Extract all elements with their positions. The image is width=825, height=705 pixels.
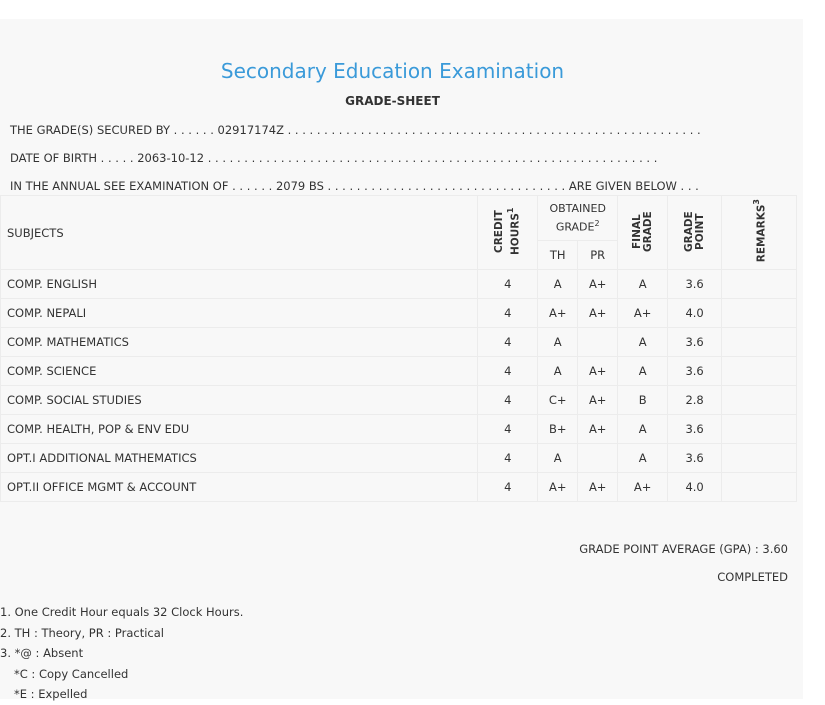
table-row bbox=[1, 270, 797, 299]
page-subtitle: GRADE-SHEET bbox=[345, 94, 440, 108]
dob-line: DATE OF BIRTH . . . . . 2063-10-12 . . . . . . . . . . . . . . . . . . . . . . . . . . . . . . . . . . . . . . . . . . . . . . . . . . . . . . . . . . . . . . bbox=[10, 151, 658, 165]
final-grade-cell: A bbox=[618, 357, 668, 386]
credit-hours-cell: 4 bbox=[478, 270, 538, 299]
subject-cell: COMP. MATHEMATICS bbox=[1, 328, 478, 357]
theory-grade-cell: A+ bbox=[538, 473, 578, 502]
pr-header: PR bbox=[578, 241, 618, 270]
practical-grade-cell bbox=[578, 328, 618, 357]
practical-grade-cell: A+ bbox=[578, 415, 618, 444]
symbol-number: 02917174Z bbox=[217, 123, 284, 137]
table-row bbox=[1, 386, 797, 415]
gpa-value: GRADE POINT AVERAGE (GPA) : 3.60 bbox=[579, 542, 788, 556]
credit-hours-cell: 4 bbox=[478, 299, 538, 328]
practical-grade-cell bbox=[578, 444, 618, 473]
final-grade-header: FINAL GRADE bbox=[618, 196, 668, 270]
theory-grade-cell: B+ bbox=[538, 415, 578, 444]
page-title: Secondary Education Examination bbox=[220, 59, 565, 83]
secured-by-label: THE GRADE(S) SECURED BY bbox=[10, 123, 171, 137]
subject-cell: OPT.I ADDITIONAL MATHEMATICS bbox=[1, 444, 478, 473]
table-row bbox=[1, 473, 797, 502]
theory-grade-cell: A bbox=[538, 270, 578, 299]
th-header: TH bbox=[538, 241, 578, 270]
grade-point-cell: 4.0 bbox=[668, 299, 722, 328]
remarks-cell bbox=[722, 357, 797, 386]
theory-grade-cell: A+ bbox=[538, 299, 578, 328]
footnote: *C : Copy Cancelled bbox=[14, 666, 129, 681]
practical-grade-cell: A+ bbox=[578, 357, 618, 386]
grades-table bbox=[0, 195, 797, 502]
secured-by-line: THE GRADE(S) SECURED BY . . . . . . 02917174Z . . . . . . . . . . . . . . . . . . . . . . . . . . . . . . . . . . . . . . . . . . . . . . . . . . . . . . . . . bbox=[10, 123, 701, 137]
practical-grade-cell: A+ bbox=[578, 473, 618, 502]
subject-cell: COMP. SOCIAL STUDIES bbox=[1, 386, 478, 415]
final-grade-cell: A bbox=[618, 328, 668, 357]
exam-line: IN THE ANNUAL SEE EXAMINATION OF . . . . . . 2079 BS . . . . . . . . . . . . . . . . . . . . . . . . . . . . . . . . . ARE GIVEN BELOW . . . bbox=[10, 179, 699, 193]
credit-hours-header: CREDIT HOURS$^1$ bbox=[478, 196, 538, 270]
subject-cell: COMP. SCIENCE bbox=[1, 357, 478, 386]
footnotes bbox=[0, 602, 243, 705]
grade-point-cell: 3.6 bbox=[668, 270, 722, 299]
dob-label: DATE OF BIRTH bbox=[10, 151, 98, 165]
grade-point-cell: 3.6 bbox=[668, 415, 722, 444]
exam-year: 2079 BS bbox=[275, 179, 324, 193]
subject-cell: COMP. NEPALI bbox=[1, 299, 478, 328]
practical-grade-cell: A+ bbox=[578, 386, 618, 415]
final-grade-cell: A+ bbox=[618, 473, 668, 502]
table-row bbox=[1, 415, 797, 444]
theory-grade-cell: A bbox=[538, 328, 578, 357]
final-grade-cell: A+ bbox=[618, 299, 668, 328]
subjects-header: SUBJECTS bbox=[1, 196, 478, 270]
obtained-grade-header: OBTAINED GRADE$^2$ bbox=[538, 196, 618, 241]
final-grade-cell: A bbox=[618, 444, 668, 473]
final-grade-cell: A bbox=[618, 270, 668, 299]
final-grade-cell: B bbox=[618, 386, 668, 415]
subject-cell: COMP. ENGLISH bbox=[1, 270, 478, 299]
remarks-header: REMARKS$^3$ bbox=[722, 196, 797, 270]
footnote: 2. TH : Theory, PR : Practical bbox=[0, 625, 164, 640]
practical-grade-cell: A+ bbox=[578, 270, 618, 299]
remarks-cell bbox=[722, 328, 797, 357]
remarks-cell bbox=[722, 473, 797, 502]
footnote: *E : Expelled bbox=[14, 687, 88, 701]
table-row bbox=[1, 328, 797, 357]
completion-status: COMPLETED bbox=[717, 570, 788, 584]
grade-point-header: GRADE POINT bbox=[668, 196, 722, 270]
remarks-cell bbox=[722, 415, 797, 444]
grade-point-cell: 3.6 bbox=[668, 328, 722, 357]
credit-hours-cell: 4 bbox=[478, 415, 538, 444]
grade-point-cell: 3.6 bbox=[668, 444, 722, 473]
grade-point-cell: 3.6 bbox=[668, 357, 722, 386]
footnote: 3. *@ : Absent bbox=[0, 646, 84, 660]
table-row bbox=[1, 357, 797, 386]
final-grade-cell: A bbox=[618, 415, 668, 444]
practical-grade-cell: A+ bbox=[578, 299, 618, 328]
subject-cell: COMP. HEALTH, POP & ENV EDU bbox=[1, 415, 478, 444]
credit-hours-cell: 4 bbox=[478, 357, 538, 386]
table-row bbox=[1, 444, 797, 473]
dob-value: 2063-10-12 bbox=[137, 151, 205, 165]
credit-hours-cell: 4 bbox=[478, 328, 538, 357]
remarks-cell bbox=[722, 299, 797, 328]
grade-point-cell: 4.0 bbox=[668, 473, 722, 502]
credit-hours-cell: 4 bbox=[478, 386, 538, 415]
grade-point-cell: 2.8 bbox=[668, 386, 722, 415]
theory-grade-cell: A bbox=[538, 444, 578, 473]
remarks-cell bbox=[722, 270, 797, 299]
theory-grade-cell: C+ bbox=[538, 386, 578, 415]
footnote: 1. One Credit Hour equals 32 Clock Hours. bbox=[0, 605, 244, 619]
remarks-cell bbox=[722, 444, 797, 473]
credit-hours-cell: 4 bbox=[478, 473, 538, 502]
theory-grade-cell: A bbox=[538, 357, 578, 386]
remarks-cell bbox=[722, 386, 797, 415]
table-row bbox=[1, 299, 797, 328]
exam-label: IN THE ANNUAL SEE EXAMINATION OF bbox=[10, 179, 229, 193]
credit-hours-cell: 4 bbox=[478, 444, 538, 473]
subject-cell: OPT.II OFFICE MGMT & ACCOUNT bbox=[1, 473, 478, 502]
exam-suffix: ARE GIVEN BELOW . . . bbox=[568, 179, 699, 193]
